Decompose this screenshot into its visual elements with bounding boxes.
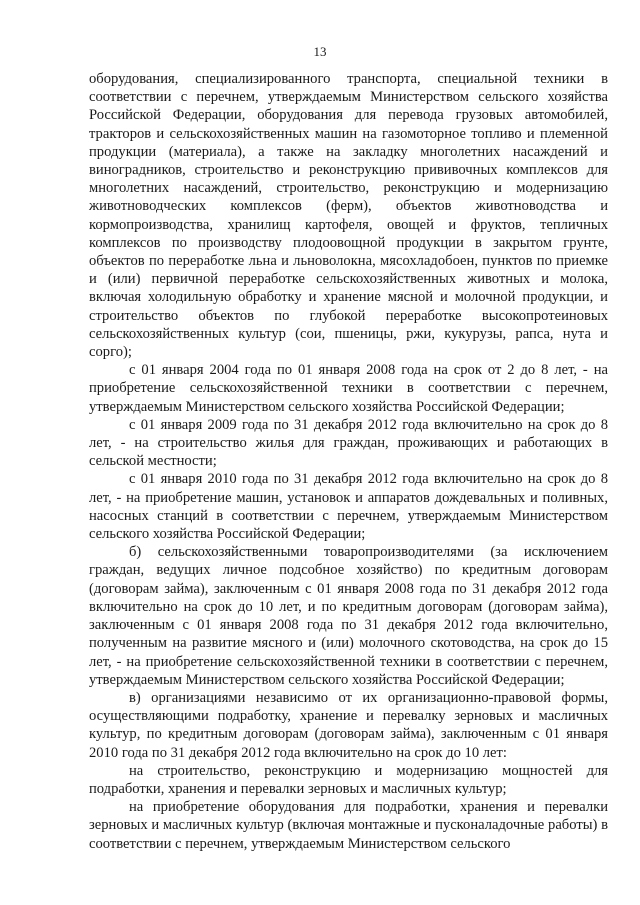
paragraph-continuation: оборудования, специализированного транспорта, специальной техники в соответствии с перечнем, утверждаемым Министерством сельского хозяйства Российской Федерации, оборудования для перевода грузовых автомобилей, тракторов и сельскохозяйственных машин на газомоторное топливо и племенной продукции (материала), а также на закладку многолетних насаждений и виноградников, строительство и реконструкцию прививочных комплексов для многолетних насаждений, строительство, реконструкцию и модернизацию животноводческих комплексов (ферм), объектов животноводства и кормопроизводства, хранилищ картофеля, овощей и фруктов, тепличных комплексов по производству плодоовощной продукции в закрытом грунте, объектов по переработке льна и льноволокна, мясохладобоен, пунктов по приемке и (или) первичной переработке сельскохозяйственных животных и молока, включая холодильную обработку и хранение мясной и молочной продукции, и строительство объектов по глубокой переработке высокопротеиновых сельскохозяйственных культур (сои, пшеницы, ржи, кукурузы, рапса, нута и сорго); [89,71,608,361]
document-body [89,70,608,853]
paragraph-equipment: на приобретение оборудования для подработки, хранения и перевалки зерновых и масличных культур (включая монтажные и пусконаладочные работы) в соответствии с перечнем, утверждаемым Министерством сельского [89,799,608,852]
page-number: 13 [313,44,327,59]
paragraph-2004-2008: с 01 января 2004 года по 01 января 2008 года на срок от 2 до 8 лет, - на приобретение сельскохозяйственной техники в соответствии с перечнем, утверждаемым Министерством сельского хозяйства Российской Федерации; [89,362,608,415]
paragraph-2009-2012-housing: с 01 января 2009 года по 31 декабря 2012 года включительно на срок до 8 лет, - на строительство жилья для граждан, проживающих и работающих в сельской местности; [89,416,608,470]
paragraph-v: в) организациями независимо от их организационно-правовой формы, осуществляющими подработку, хранение и перевалку зерновых и масличных культур, по кредитным договорам (договорам займа), заключенным с 01 января 2010 года по 31 декабря 2012 года включительно на срок до 10 лет: [89,689,608,761]
paragraph-construction: на строительство, реконструкцию и модернизацию мощностей для подработки, хранения и перевалки зерновых и масличных культур; [89,762,608,797]
paragraph-b: б) сельскохозяйственными товаропроизводителями (за исключением граждан, ведущих личное подсобное хозяйство) по кредитным договорам (договорам займа), заключенным с 01 января 2008 года по 31 декабря 2012 года включительно на срок до 10 лет, и по кредитным договорам (договорам займа), заключенным с 01 января 2008 года по 31 декабря 2012 года включительно, полученным на развитие мясного и (или) молочного скотоводства, на срок до 15 лет, - на приобретение сельскохозяйственной техники в соответствии с перечнем, утверждаемым Министерством сельского хозяйства Российской Федерации; [89,544,608,688]
paragraph-2010-2012-irrigation: с 01 января 2010 года по 31 декабря 2012 года включительно на срок до 8 лет, - на приобретение машин, установок и аппаратов дождевальных и поливных, насосных станций в соответствии с перечнем, утверждаемым Министерством сельского хозяйства Российской Федерации; [89,471,608,543]
